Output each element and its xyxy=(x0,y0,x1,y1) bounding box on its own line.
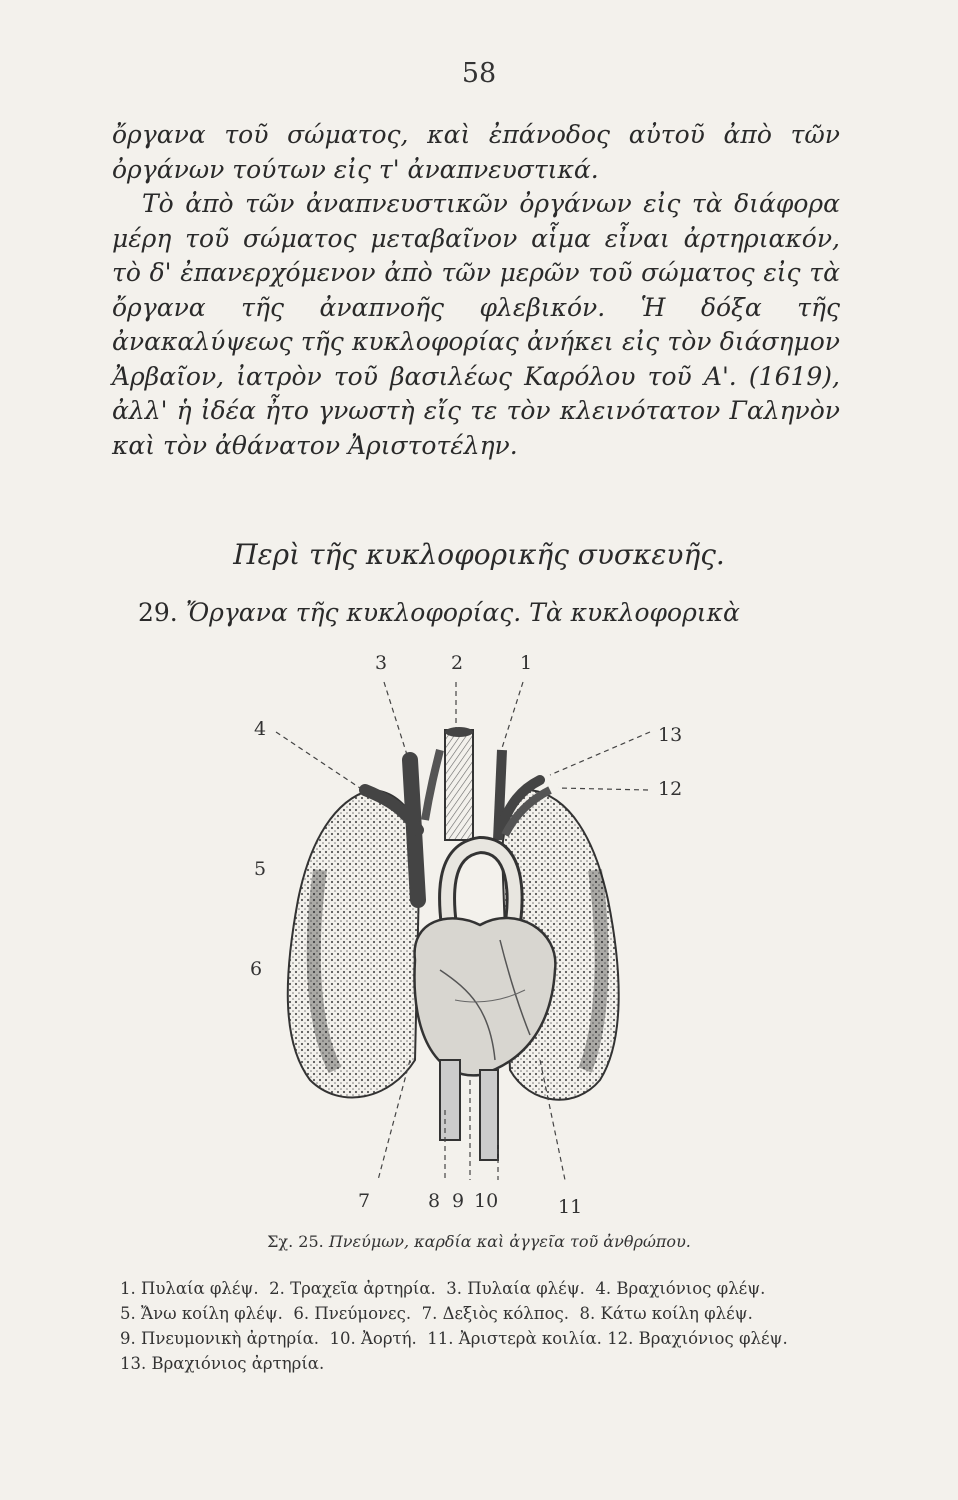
caption-text: Πνεύμων, καρδία καὶ ἀγγεῖα τοῦ ἀνθρώπου. xyxy=(328,1232,691,1251)
body-text xyxy=(112,118,840,463)
legend-item: 4. Βραχιόνιος φλέψ. xyxy=(595,1279,766,1298)
figure-label: 7 xyxy=(358,1190,371,1212)
paragraph-29 xyxy=(138,598,838,627)
figure-label: 2 xyxy=(451,652,464,674)
legend-item: 6. Πνεύμονες. xyxy=(293,1304,412,1323)
legend-item: 9. Πνευμονικὴ ἀρτηρία. xyxy=(120,1329,319,1348)
figure-label: 12 xyxy=(658,778,683,800)
figure-label: 3 xyxy=(375,652,388,674)
inferior-vena-cava xyxy=(440,1060,460,1140)
figure-label: 4 xyxy=(254,718,267,740)
figure-label: 6 xyxy=(250,958,263,980)
figure-label: 8 xyxy=(428,1190,441,1212)
figure-label: 11 xyxy=(558,1196,583,1218)
paragraph-29-text: Ὄργανα τῆς κυκλοφορίας. Τὰ κυκλοφορικὰ xyxy=(185,598,740,627)
legend-item: 8. Κάτω κοίλη φλέψ. xyxy=(579,1304,753,1323)
legend-item: 13. Βραχιόνιος ἀρτηρία. xyxy=(120,1354,325,1373)
descending-aorta xyxy=(480,1070,498,1160)
figure-label: 9 xyxy=(452,1190,465,1212)
legend-item: 12. Βραχιόνιος φλέψ. xyxy=(607,1329,788,1348)
figure-label: 1 xyxy=(520,652,533,674)
figure-label: 5 xyxy=(254,858,267,880)
figure-number: Σχ. 25. xyxy=(267,1232,324,1251)
paragraph-number: 29. xyxy=(138,598,178,627)
section-heading: Περὶ τῆς κυκλοφορικῆς συσκευῆς. xyxy=(233,538,725,571)
legend-item: 11. Ἀριστερὰ κοιλία. xyxy=(427,1329,602,1348)
legend-item: 3. Πυλαία φλέψ. xyxy=(446,1279,585,1298)
figure-legend xyxy=(120,1276,836,1376)
body-line-1: ὄργανα τοῦ σώματος, καὶ ἐπάνοδος αὐτοῦ ἀπὸ τῶν ὀργάνων τούτων εἰς τ' ἀναπνευστικά. xyxy=(112,120,840,184)
page-number: 58 xyxy=(461,58,497,89)
figure-label: 13 xyxy=(658,724,683,746)
legend-item: 2. Τραχεῖα ἀρτηρία. xyxy=(269,1279,436,1298)
body-paragraph-2: Τὸ ἀπὸ τῶν ἀναπνευστικῶν ὀργάνων εἰς τὰ διάφορα μέρη τοῦ σώματος μεταβαῖνον αἷμα εἶναι ἀρτηριακόν, τὸ δ' ἐπανερχόμενον ἀπὸ τῶν μερῶν τοῦ σώματος εἰς τὰ ὄργανα τῆς ἀναπνοῆς φλεβικόν. Ἡ δόξα τῆς ἀνακαλύψεως τῆς κυκλοφορίας ἀνήκει εἰς τὸν διάσημον Ἀρβαῖον, ἰατρὸν τοῦ βασιλέως Καρόλου τοῦ Α'. (1619), ἀλλ' ἡ ἰδέα ἦτο γνωστὴ εἴς τε τὸν κλεινότατον Γαληνὸν καὶ τὸν ἀθάνατον Ἀριστοτέλην. xyxy=(112,189,840,460)
legend-item: 5. Ἄνω κοίλη φλέψ. xyxy=(120,1304,283,1323)
heart-lungs-illustration xyxy=(240,640,720,1220)
legend-item: 10. Ἀορτή. xyxy=(329,1329,417,1348)
legend-item: 7. Δεξιὸς κόλπος. xyxy=(421,1304,569,1323)
legend-item: 1. Πυλαία φλέψ. xyxy=(120,1279,259,1298)
trachea xyxy=(445,730,473,840)
figure-caption xyxy=(0,1232,958,1251)
figure-label: 10 xyxy=(474,1190,499,1212)
anatomy-figure xyxy=(240,640,720,1220)
